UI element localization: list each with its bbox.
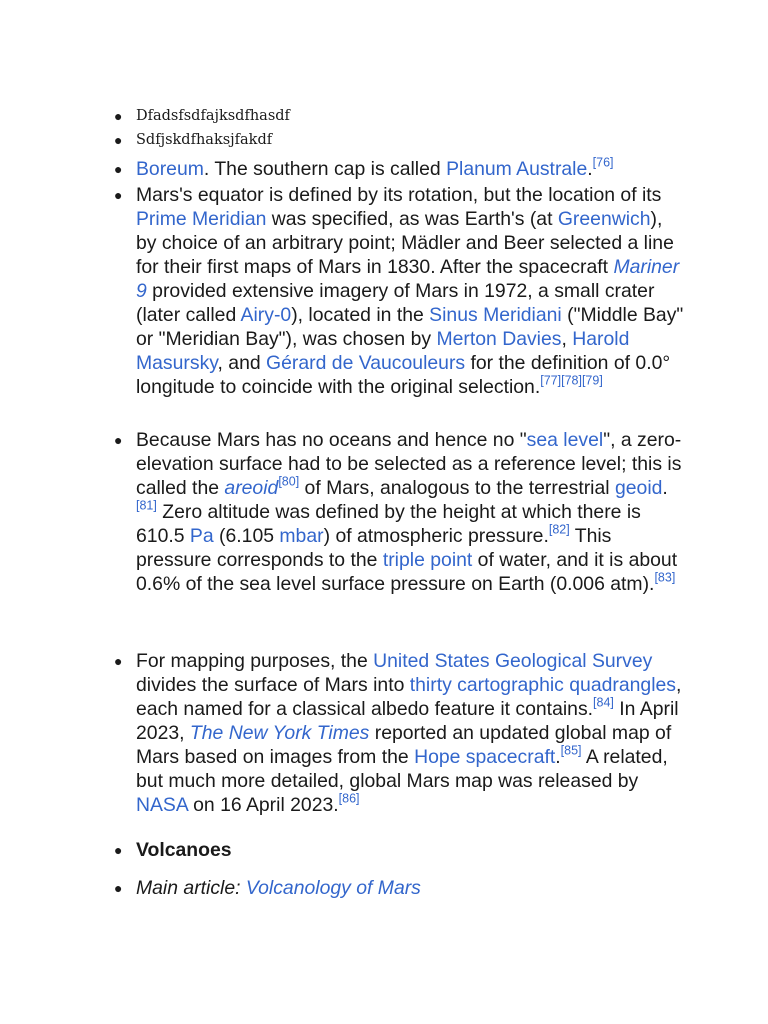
bullet-dot: ●	[114, 432, 123, 448]
text: This pressure corresponds to the	[136, 525, 612, 571]
text: Because Mars has no oceans and hence no "	[136, 429, 527, 451]
main-article-label: Main article:	[136, 877, 246, 899]
citation-82[interactable]: [82]	[548, 522, 570, 537]
link-thirty-cartographic-quadrangles[interactable]: thirty cartographic quadrangles	[409, 674, 676, 696]
link-planum-australe[interactable]: Planum Australe	[446, 158, 588, 180]
text: ), by choice of an arbitrary point; Mädler and Beer selected a line for their first maps of Mars in 1830. After the spacecraft	[136, 208, 674, 278]
text: In April 2023,	[136, 698, 679, 744]
bullet-dot: ●	[114, 880, 123, 896]
link-sea-level[interactable]: sea level	[526, 429, 604, 451]
citation-76[interactable]: [76]	[592, 155, 614, 170]
link-harold-masursky[interactable]: Harold Masursky	[136, 328, 630, 374]
citation-80[interactable]: [80]	[278, 474, 300, 489]
list-item-text: Dfadsfsdfajksdfhasdf	[136, 108, 290, 124]
text: For mapping purposes, the	[136, 650, 374, 672]
link-usgs[interactable]: United States Geological Survey	[373, 650, 653, 672]
text: .	[662, 477, 668, 499]
text: .	[587, 158, 593, 180]
section-heading-volcanoes: Volcanoes	[136, 839, 232, 861]
link-pa[interactable]: Pa	[189, 525, 214, 547]
link-areoid[interactable]: areoid	[224, 477, 279, 499]
text: ,	[561, 328, 573, 350]
list-item	[114, 183, 684, 399]
text: ", a zero-elevation surface had to be selected as a reference level; this is called the	[136, 429, 682, 499]
citation-79[interactable]: [79]	[581, 373, 603, 388]
link-merton-davies[interactable]: Merton Davies	[436, 328, 562, 350]
text: Mars's equator is defined by its rotation, but the location of its	[136, 184, 662, 206]
list-item-text: Sdfjskdfhaksjfakdf	[136, 132, 273, 148]
link-greenwich[interactable]: Greenwich	[557, 208, 651, 230]
link-volcanology-of-mars[interactable]: Volcanology of Mars	[245, 877, 421, 899]
text: provided extensive imagery of Mars in 1972, a small crater (later called	[136, 280, 655, 326]
citation-86[interactable]: [86]	[338, 791, 360, 806]
citation-77[interactable]: [77]	[540, 373, 562, 388]
text: (6.105	[213, 525, 280, 547]
text: on 16 April 2023.	[187, 794, 339, 816]
link-mariner-9[interactable]: Mariner 9	[136, 256, 680, 302]
citation-81[interactable]: [81]	[136, 498, 157, 513]
list-item	[114, 428, 684, 596]
citation-85[interactable]: [85]	[560, 743, 582, 758]
text: .	[555, 746, 561, 768]
text: reported an updated global map of Mars based on images from the	[136, 722, 672, 768]
link-mbar[interactable]: mbar	[279, 525, 324, 547]
text: ("Middle Bay" or "Meridian Bay"), was chosen by	[136, 304, 684, 350]
link-hope-spacecraft[interactable]: Hope spacecraft	[414, 746, 556, 768]
list-item	[114, 105, 684, 127]
text: ) of atmospheric pressure.	[323, 525, 549, 547]
text: divides the surface of Mars into	[136, 674, 410, 696]
link-triple-point[interactable]: triple point	[382, 549, 473, 571]
list-item	[114, 155, 684, 181]
link-nasa[interactable]: NASA	[136, 794, 188, 816]
link-geoid[interactable]: geoid	[614, 477, 663, 499]
text: A related, but much more detailed, global Mars map was released by	[136, 746, 668, 792]
bullet-dot: ●	[114, 653, 123, 669]
text: Zero altitude was defined by the height at which there is 610.5	[136, 501, 641, 547]
bullet-dot: ●	[114, 161, 123, 177]
link-airy-0[interactable]: Airy-0	[240, 304, 292, 326]
list-item	[114, 129, 684, 151]
bullet-dot: ●	[114, 187, 123, 203]
link-gerard-de-vaucouleurs[interactable]: Gérard de Vaucouleurs	[266, 352, 466, 374]
citation-83[interactable]: [83]	[654, 570, 676, 585]
list-item	[114, 649, 684, 817]
list-item	[114, 876, 684, 900]
citation-84[interactable]: [84]	[593, 695, 614, 710]
link-new-york-times[interactable]: The New York Times	[189, 722, 370, 744]
text: of water, and it is about 0.6% of the sea level surface pressure on Earth (0.006 atm).	[136, 549, 678, 595]
bullet-dot: ●	[114, 108, 123, 124]
link-prime-meridian[interactable]: Prime Meridian	[136, 208, 267, 230]
text: , each named for a classical albedo feature it contains.	[136, 674, 682, 720]
bullet-dot: ●	[114, 132, 123, 148]
text: . The southern cap is called	[203, 158, 447, 180]
text: was specified, as was Earth's (at	[266, 208, 558, 230]
link-sinus-meridiani[interactable]: Sinus Meridiani	[429, 304, 562, 326]
text: for the definition of 0.0° longitude to coincide with the original selection.	[136, 352, 671, 398]
text: , and	[217, 352, 267, 374]
link-boreum[interactable]: Boreum	[136, 158, 204, 180]
bullet-dot: ●	[114, 842, 123, 858]
citation-78[interactable]: [78]	[561, 373, 582, 388]
text: ), located in the	[291, 304, 430, 326]
list-item	[114, 838, 684, 862]
text: of Mars, analogous to the terrestrial	[299, 477, 615, 499]
